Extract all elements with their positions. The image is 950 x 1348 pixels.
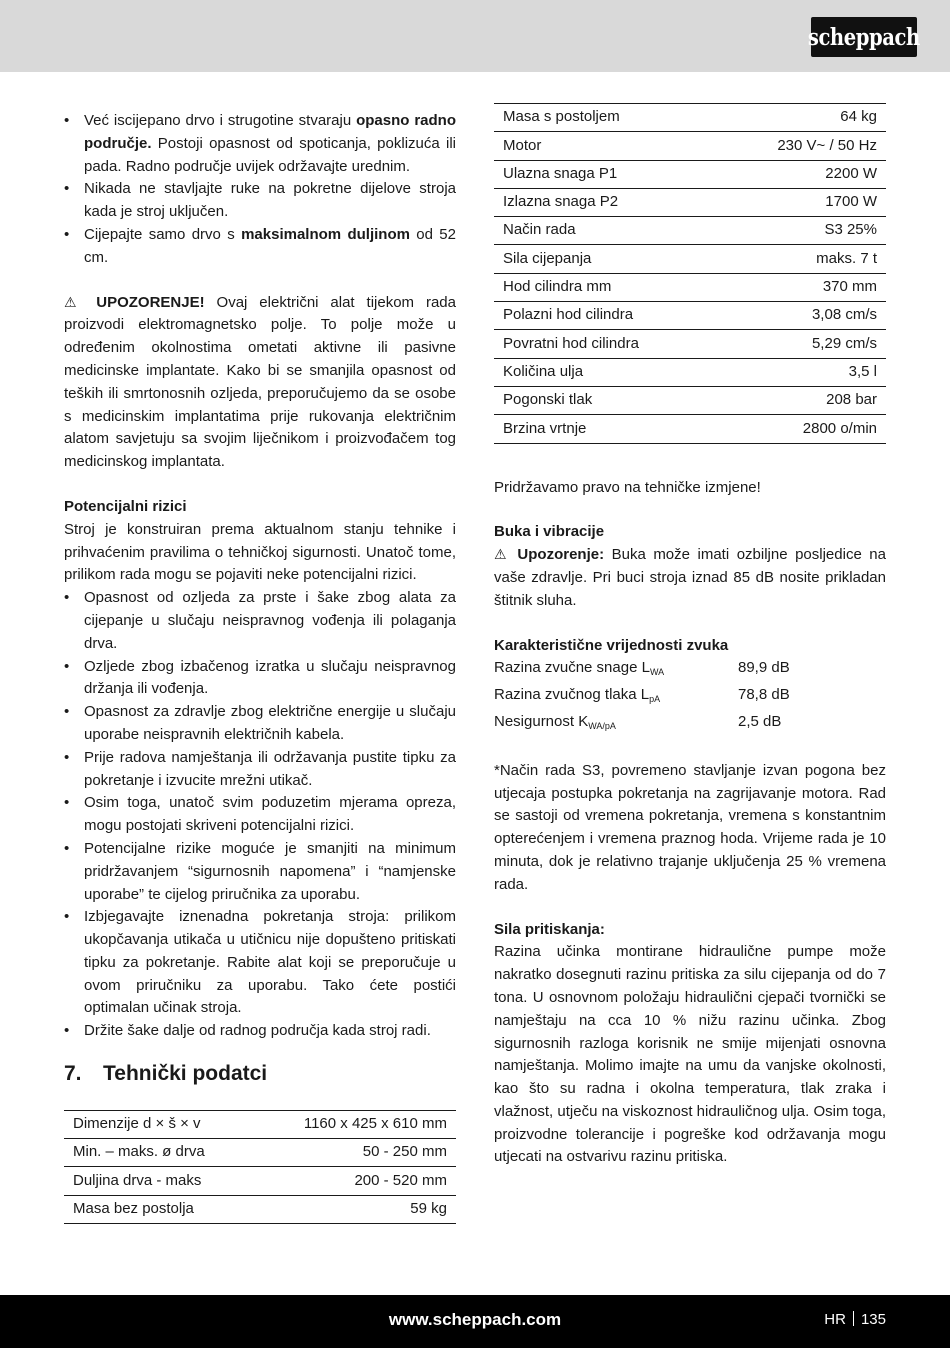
bullet-mark: • xyxy=(64,703,70,721)
spec-table-right xyxy=(494,103,886,444)
pressure-heading: Sila pritiskanja: xyxy=(494,920,605,938)
table-row xyxy=(494,132,886,160)
spec-label: Ulazna snaga P1 xyxy=(494,160,716,188)
spec-label: Povratni hod cilindra xyxy=(494,330,716,358)
list-item-text: Opasnost za zdravlje zbog električne energije u slučaju uporabe neispravnih električnih kabela. xyxy=(84,703,456,743)
website-link[interactable]: www.scheppach.com xyxy=(388,1310,562,1329)
bullet-mark: • xyxy=(64,908,70,926)
bullet-mark: • xyxy=(64,225,70,243)
table-row xyxy=(494,188,886,216)
spec-value: 370 mm xyxy=(716,273,886,301)
left-column xyxy=(64,110,456,1224)
brand-logo: scheppach xyxy=(811,17,917,57)
spec-value: 1700 W xyxy=(716,188,886,216)
list-item-text: Nikada ne stavljajte ruke na pokretne dijelove stroja kada je stroj uključen. xyxy=(84,180,456,221)
spec-label: Polazni hod cilindra xyxy=(494,302,716,330)
emf-warning: ⚠ UPOZORENJE! Ovaj električni alat tijekom rada proizvodi elektromagnetsko polje. To polje može u određenim okolnostima ometati aktivne ili pasivne medicinske implantate. Kako bi se smanjila opasnost od teških ili smrtonosnih ozljeda, preporučujemo da se osobe s medicinskim implantatima prije rukovanja električnim alatom savjetuju sa svojim liječnikom i proizvođačem tog medicinskog implantata. xyxy=(64,293,456,471)
bullet-mark: • xyxy=(64,112,70,129)
table-row xyxy=(64,1110,456,1138)
list-item xyxy=(64,906,456,1020)
table-row xyxy=(494,217,886,245)
table-row xyxy=(494,415,886,443)
spec-label: Pogonski tlak xyxy=(494,386,716,414)
safety-bullets xyxy=(64,110,456,270)
list-item xyxy=(64,224,456,270)
bullet-mark: • xyxy=(64,589,70,607)
spec-value: 3,08 cm/s xyxy=(716,302,886,330)
page-indicator: HR 135 xyxy=(824,1311,886,1328)
list-item-text: Ozljede zbog izbačenog izratka u slučaju neispravnog držanja ili vođenja. xyxy=(84,657,456,698)
table-row xyxy=(494,330,886,358)
sound-label: Razina zvučne snage $L_{WA}$ xyxy=(494,659,665,678)
risk-list xyxy=(64,587,456,1043)
list-item-text: Potencijalne rizike moguće je smanjiti na minimum pridržavanjem “sigurnosnih napomena” i “namjenske uporabe” te cijelog priručnika za uporabu. xyxy=(84,839,456,903)
spec-label: Duljina drva - maks xyxy=(64,1167,253,1195)
spec-value: maks. 7 t xyxy=(716,245,886,273)
spec-value: 2200 W xyxy=(716,160,886,188)
warning-icon: ⚠ xyxy=(494,547,510,564)
risks-intro: Stroj je konstruiran prema aktualnom stanju tehnike i prihvaćenim pravilima o tehničkoj sigurnosti. Unatoč tome, prilikom rada mogu se pojaviti neke potencijalni rizici. xyxy=(64,520,456,584)
sound-value: 89,9 dB xyxy=(738,659,790,677)
spec-value: 2800 o/min xyxy=(716,415,886,443)
spec-label: Masa s postoljem xyxy=(494,104,716,132)
bullet-mark: • xyxy=(64,794,70,812)
footer-bar xyxy=(0,1295,950,1348)
table-row xyxy=(494,358,886,386)
table-row xyxy=(494,273,886,301)
bullet-mark: • xyxy=(64,748,70,766)
list-item xyxy=(64,838,456,906)
reserve-note: Pridržavamo pravo na tehničke izmjene! xyxy=(494,478,761,496)
spec-label: Količina ulja xyxy=(494,358,716,386)
operating-mode-note: *Način rada S3, povremeno stavljanje izvan pogona bez utjecaja postupka pokretanja na zagrijavanje motora. Rad se sastoji od vremena pokretanja, vremena s konstantnim opterećenjem i vremena praznog hoda. Vrijeme rada je 10 minuta, dok je relativno trajanje uključenja 25 % vremena rada. xyxy=(494,761,886,893)
bullet-mark: • xyxy=(64,657,70,675)
sound-values xyxy=(494,657,886,737)
spec-value: S3 25% xyxy=(716,217,886,245)
list-item xyxy=(64,110,456,178)
table-row xyxy=(494,160,886,188)
sound-label: Razina zvučnog tlaka $L_{pA}$ xyxy=(494,686,661,705)
sound-value: 2,5 dB xyxy=(738,712,782,730)
spec-value: 200 - 520 mm xyxy=(253,1167,456,1195)
table-row xyxy=(494,245,886,273)
spec-label: Izlazna snaga P2 xyxy=(494,188,716,216)
spec-label: Dimenzije d × š × v xyxy=(64,1110,253,1138)
sound-row xyxy=(494,711,886,738)
list-item xyxy=(64,656,456,702)
bullet-mark: • xyxy=(64,180,70,198)
spec-value: 3,5 l xyxy=(716,358,886,386)
spec-value: 1160 x 425 x 610 mm xyxy=(253,1110,456,1138)
list-item xyxy=(64,587,456,655)
table-row xyxy=(64,1195,456,1223)
sound-label: Nesigurnost $K_{WA/pA}$ xyxy=(494,712,616,731)
spec-value: 50 - 250 mm xyxy=(253,1139,456,1167)
spec-label: Min. – maks. ø drva xyxy=(64,1139,253,1167)
warning-icon: ⚠ xyxy=(64,294,85,311)
spec-label: Hod cilindra mm xyxy=(494,273,716,301)
bullet-mark: • xyxy=(64,1022,70,1040)
list-item xyxy=(64,1020,456,1043)
sound-row xyxy=(494,657,886,684)
list-item xyxy=(64,178,456,224)
list-item-text: Opasnost od ozljeda za prste i šake zbog alata za cijepanje u slučaju neispravnog vođenja ili polaganja drva. xyxy=(84,589,456,652)
spec-label: Način rada xyxy=(494,217,716,245)
table-row xyxy=(64,1167,456,1195)
list-item-text: Cijepajte samo drvo s maksimalnom duljinom od 52 cm. xyxy=(84,225,456,266)
spec-table-left xyxy=(64,1110,456,1224)
table-row xyxy=(64,1139,456,1167)
list-item xyxy=(64,792,456,838)
table-row xyxy=(494,386,886,414)
spec-value: 5,29 cm/s xyxy=(716,330,886,358)
list-item-text: Držite šake dalje od radnog područja kada stroj radi. xyxy=(84,1022,431,1040)
list-item xyxy=(64,747,456,793)
sound-heading: Karakteristične vrijednosti zvuka xyxy=(494,636,729,654)
spec-label: Masa bez postolja xyxy=(64,1195,253,1223)
table-row xyxy=(494,302,886,330)
spec-value: 59 kg xyxy=(253,1195,456,1223)
spec-label: Sila cijepanja xyxy=(494,245,716,273)
bullet-mark: • xyxy=(64,839,70,857)
noise-heading: Buka i vibracije xyxy=(494,523,605,541)
table-row xyxy=(494,104,886,132)
header-bar xyxy=(0,0,950,72)
risks-heading: Potencijalni rizici xyxy=(64,497,187,515)
list-item-text: Već iscijepano drvo i strugotine stvaraju opasno radno područje. Postoji opasnost od spoticanja, poklizuća ili pada. Radno područje uvijek održavajte urednim. xyxy=(84,112,456,175)
sound-value: 78,8 dB xyxy=(738,686,790,704)
list-item-text: Izbjegavajte iznenadna pokretanja stroja: prilikom ukopčavanja utikača u utičnicu nije dopušteno pritiskati tipku za pokretanje. Rabite alat koji se preporučuje u ovom priručniku za uporabu. Tako ćete postići optimalan učinak stroja. xyxy=(84,908,456,1017)
spec-label: Motor xyxy=(494,132,716,160)
spec-value: 230 V~ / 50 Hz xyxy=(716,132,886,160)
spec-value: 64 kg xyxy=(716,104,886,132)
pressure-text: Razina učinka montirane hidraulične pumpe može nakratko dosegnuti razinu pritiska za silu cijepanja od do 7 tona. U osnovnom položaju hidraulični cjepači tvornički se namještaju na cca 10 % nižu razinu učinka. Zbog sigurnosnih razloga korisnik ne smije mijenjati osnovna namještanja. Molimo imajte na umu da vanjske okolnosti, kao što su radna i okolna temperatura, tlak zraka i vlažnost, utječu na viskoznost hidrauličnog ulja. Osim toga, proizvodne tolerancije i pogreške kod održavanja mogu utjecati na ostvarivu razinu pritiska. xyxy=(494,943,886,1166)
list-item-text: Prije radova namještanja ili održavanja pustite tipku za pokretanje i izvucite mrežni utikač. xyxy=(84,748,456,789)
section-heading: 7. Tehnički podatci xyxy=(64,1062,268,1086)
sound-row xyxy=(494,684,886,711)
spec-label: Brzina vrtnje xyxy=(494,415,716,443)
list-item-text: Osim toga, unatoč svim poduzetim mjerama opreza, mogu postojati skriveni potencijalni rizici. xyxy=(84,794,456,835)
noise-warning: ⚠ Upozorenje: Buka može imati ozbiljne posljedice na vaše zdravlje. Pri buci stroja iznad 85 dB nosite prikladan štitnik sluha. xyxy=(494,546,886,609)
right-column xyxy=(494,103,886,1169)
list-item xyxy=(64,701,456,747)
spec-value: 208 bar xyxy=(716,386,886,414)
